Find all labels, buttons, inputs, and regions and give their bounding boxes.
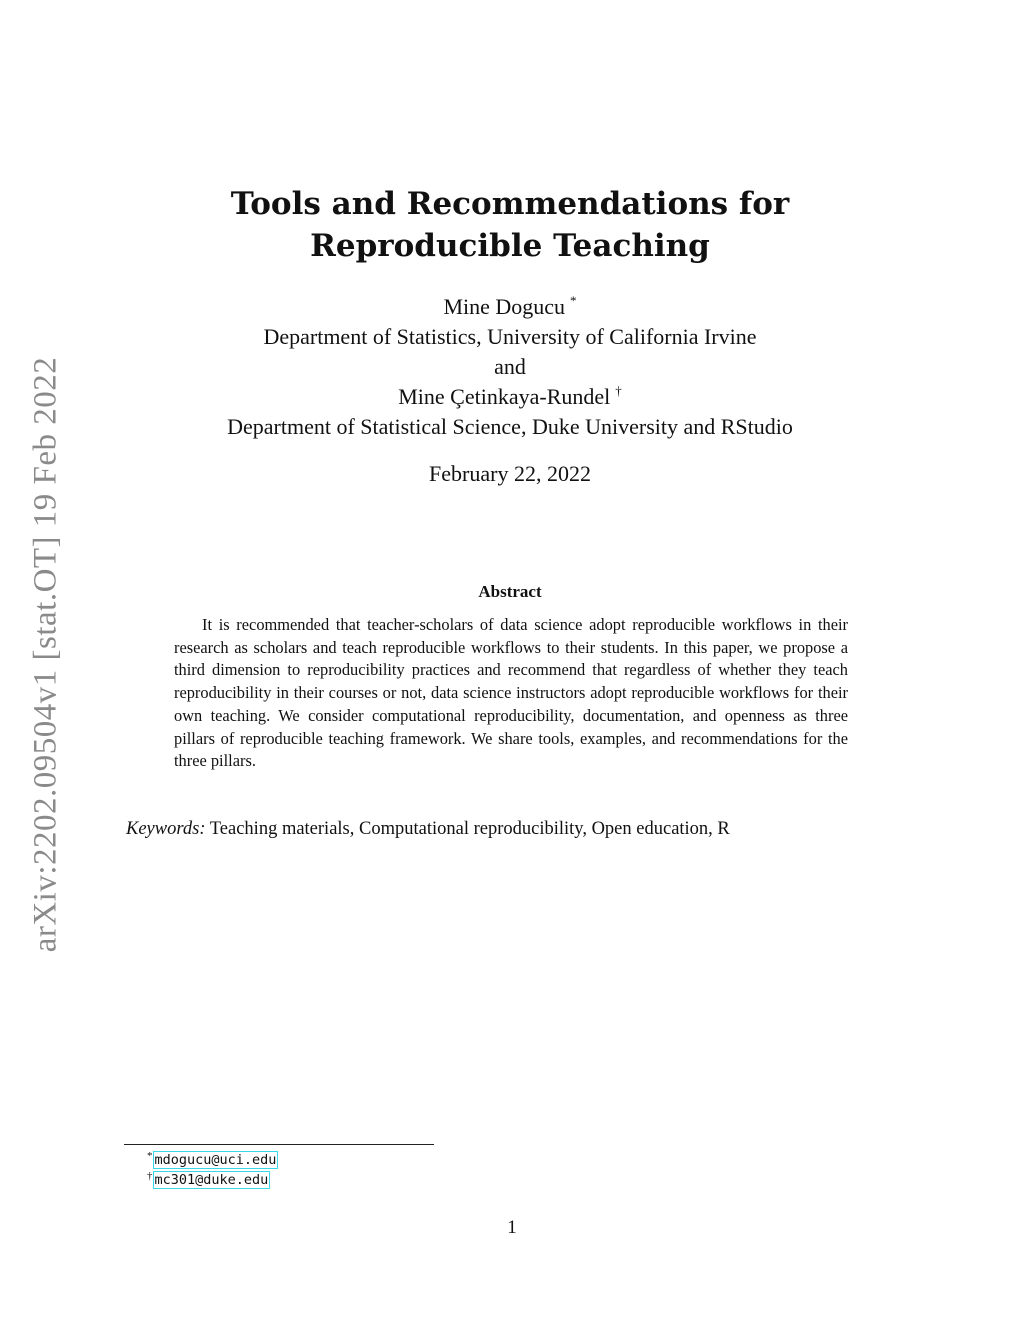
paper-date: February 22, 2022 — [429, 461, 591, 486]
email-link-first-author[interactable]: mdogucu@uci.edu — [154, 1152, 277, 1168]
keywords-text: Teaching materials, Computational reproducibility, Open education, R — [209, 819, 730, 839]
author-conjunction: and — [494, 354, 526, 379]
footnote-second-author — [147, 1170, 547, 1190]
page-number: 1 — [507, 1217, 517, 1238]
footnotes — [147, 1150, 547, 1190]
second-author — [110, 382, 910, 412]
first-author-footnote-mark[interactable]: * — [570, 293, 577, 308]
keywords-line — [126, 816, 906, 842]
first-author — [110, 292, 910, 322]
second-author-name: Mine Çetinkaya-Rundel — [398, 384, 611, 409]
email-link-second-author[interactable]: mc301@duke.edu — [154, 1172, 269, 1188]
footnote-rule — [124, 1144, 434, 1145]
arxiv-identifier-text: arXiv:2202.09504v1 [stat.OT] 19 Feb 2022 — [27, 356, 64, 952]
paper-title — [140, 183, 880, 267]
paper-title-line-2: Reproducible Teaching — [310, 228, 710, 264]
first-author-name: Mine Dogucu — [443, 294, 566, 319]
keywords-label: Keywords: — [126, 819, 206, 839]
paper-title-line-1: Tools and Recommendations for — [230, 186, 790, 222]
author-block — [110, 292, 910, 442]
footnote-mark: * — [147, 1150, 153, 1162]
abstract-heading: Abstract — [478, 582, 542, 601]
footnote-mark: † — [147, 1170, 153, 1182]
second-author-footnote-mark[interactable]: † — [615, 383, 622, 398]
arxiv-identifier-stamp — [17, 352, 75, 956]
second-author-affiliation: Department of Statistical Science, Duke University and RStudio — [227, 414, 793, 439]
first-author-affiliation: Department of Statistics, University of California Irvine — [263, 324, 757, 349]
abstract-body: It is recommended that teacher-scholars of data science adopt reproducible workflows in their research as scholars and teach reproducible workflows to their students. In this paper, we propose a third dimension to reproducibility practices and recommend that regardless of whether they teach reproducibility in their courses or not, data science instructors adopt reproducible workflows for their own teaching. We consider computational reproducibility, documentation, and openness as three pillars of reproducible teaching framework. We share tools, examples, and recommendations for the three pillars. — [174, 615, 848, 771]
footnote-first-author — [147, 1150, 547, 1170]
